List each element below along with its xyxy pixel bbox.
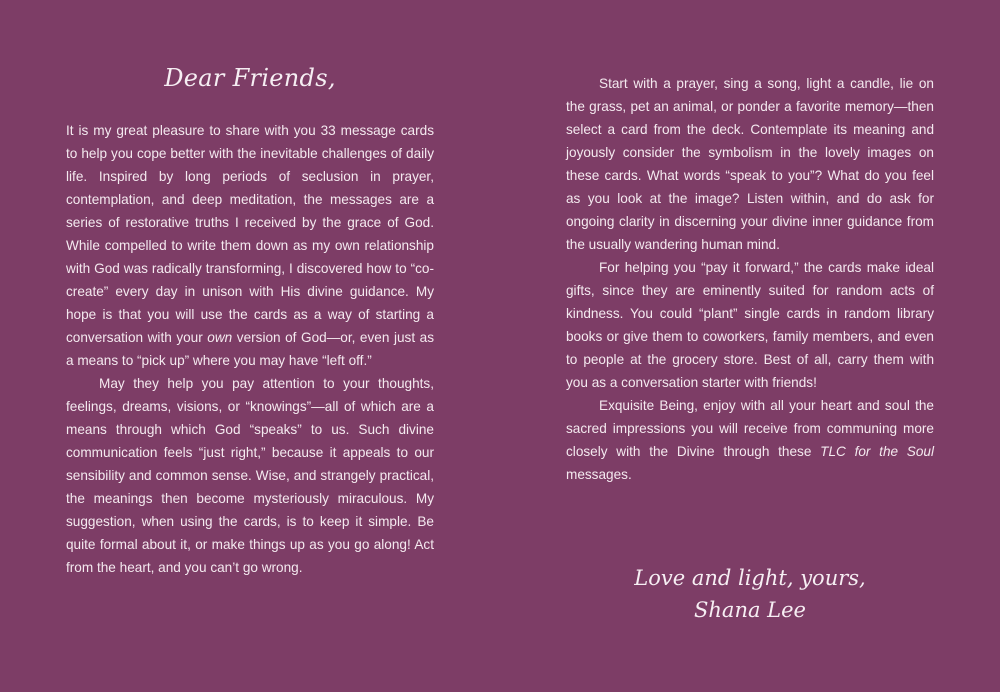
signoff-name: Shana Lee <box>694 598 806 622</box>
left-paragraph-1 <box>66 119 434 372</box>
signoff-line-1: Love and light, yours, <box>634 566 866 590</box>
right-body-text <box>566 72 934 486</box>
right-paragraph-3 <box>566 394 934 486</box>
right-paragraph-3-text-b: messages. <box>566 467 632 482</box>
right-paragraph-3-emphasis: TLC for the Soul <box>820 444 935 459</box>
left-paragraph-2: May they help you pay attention to your thoughts, feelings, dreams, visions, or “knowings”—all of which are a means through which God “speaks” to us. Such divine communication feels “just right,” because it appeals to our sensibility and common sense. Wise, and strangely practical, the meanings then become mysteriously miraculous. My suggestion, when using the cards, is to keep it simple. Be quite formal about it, or make things up as you go along! Act from the heart, and you can’t go wrong. <box>66 376 434 575</box>
right-paragraph-3-text-a: Exquisite Being, enjoy with all your heart and soul the sacred impressions you will receive from communing more closely with the Divine through these <box>566 398 934 459</box>
left-paragraph-1-text-a: It is my great pleasure to share with you 33 message cards to help you cope better with the inevitable challenges of daily life. Inspired by long periods of seclusion in prayer, contemplation, and deep meditation, the messages are a series of restorative truths I received by the grace of God. While compelled to write them down as my own relationship with God was radically transforming, I discovered how to “co-create” every day in unison with His divine guidance. My hope is that you will use the cards as a way of starting a conversation with your <box>66 123 434 345</box>
right-paragraph-1: Start with a prayer, sing a song, light a candle, lie on the grass, pet an animal, or ponder a favorite memory—then select a card from the deck. Contemplate its meaning and joyously consider the symbolism in the lovely images on these cards. What words “speak to you”? What do you feel as you look at the image? Listen within, and do ask for ongoing clarity in discerning your divine inner guidance from the usually wandering human mind. <box>566 76 934 252</box>
signoff <box>566 562 934 626</box>
left-paragraph-1-text-b: version of God—or, even just as a means to “pick up” where you may have “left off.” <box>66 330 434 368</box>
left-paragraph-1-emphasis: own <box>207 330 233 345</box>
left-body-text <box>66 119 434 579</box>
greeting-heading: Dear Friends, <box>164 64 336 92</box>
right-paragraph-2: For helping you “pay it forward,” the cards make ideal gifts, since they are eminently suited for random acts of kindness. You could “plant” single cards in random library books or give them to coworkers, family members, and even to people at the grocery store. Best of all, carry them with you as a conversation starter with friends! <box>566 260 934 390</box>
